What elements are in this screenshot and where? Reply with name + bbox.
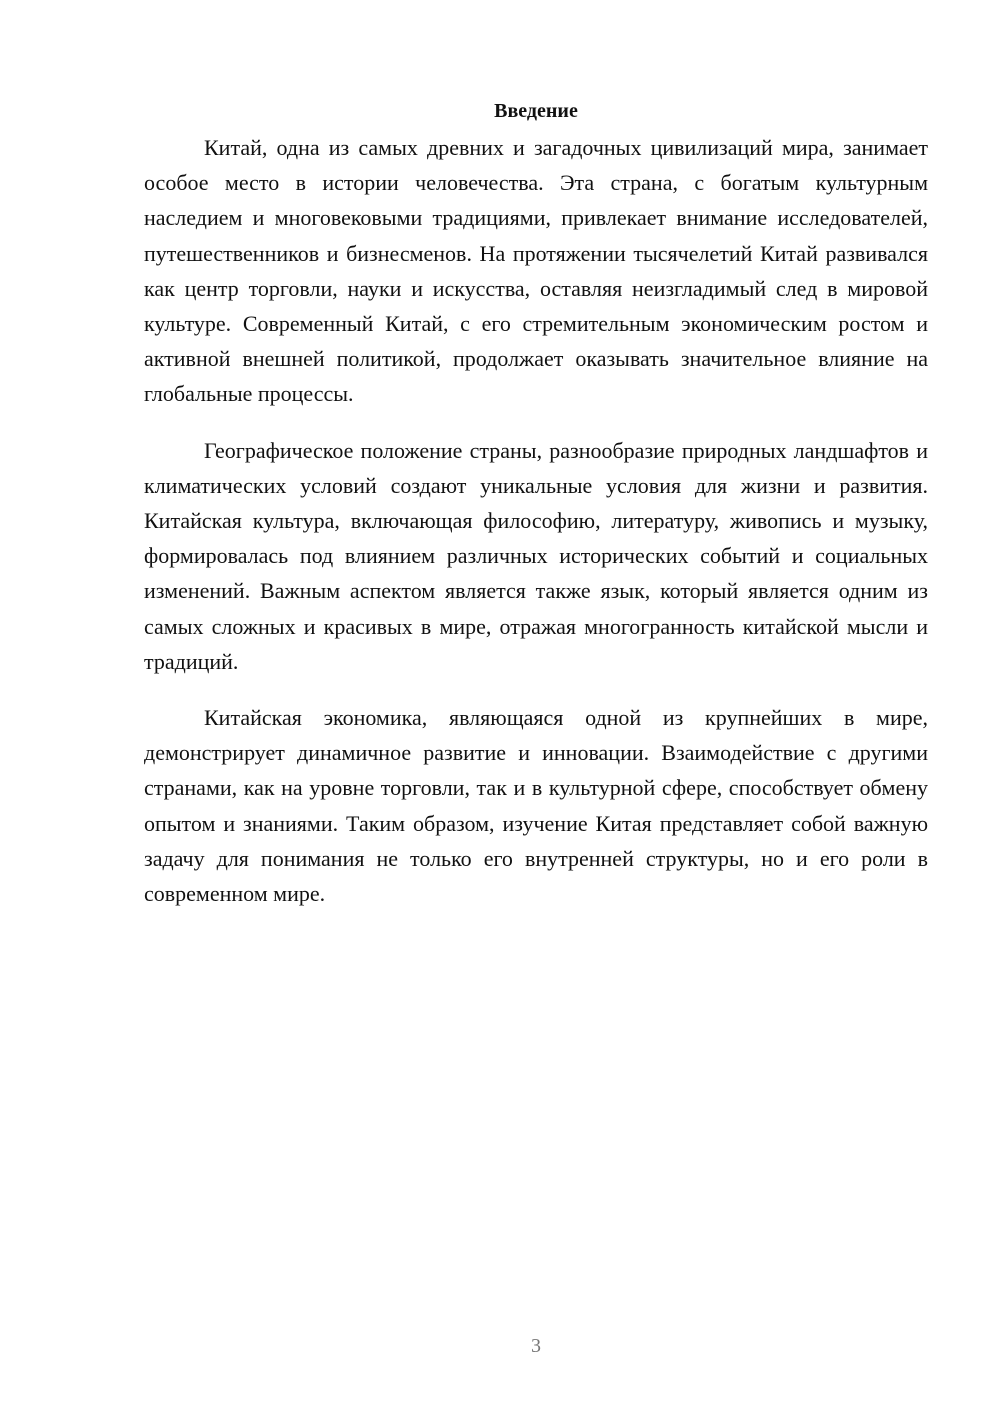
- page-number: 3: [531, 1335, 541, 1357]
- paragraph-1: Китай, одна из самых древних и загадочных цивилизаций мира, занимает особое место в истории человечества. Эта страна, с богатым культурным наследием и многовековыми традициями, привлекает внимание исследователей, путешественников и бизнесменов. На протяжении тысячелетий Китай развивался как центр торговли, науки и искусства, оставляя неизгладимый след в мировой культуре. Современный Китай, с его стремительным экономическим ростом и активной внешней политикой, продолжает оказывать значительное влияние на глобальные процессы.: [144, 135, 928, 407]
- section-title: Введение: [494, 100, 578, 122]
- page-content: [144, 96, 928, 932]
- paragraph-2: Географическое положение страны, разнообразие природных ландшафтов и климатических условий создают уникальные условия для жизни и развития. Китайская культура, включающая философию, литературу, живопись и музыку, формировалась под влиянием различных исторических событий и социальных изменений. Важным аспектом является также язык, который является одним из самых сложных и красивых в мире, отражая многогранность китайской мысли и традиций.: [144, 437, 928, 674]
- paragraph-3: Китайская экономика, являющаяся одной из крупнейших в мире, демонстрирует динамичное развитие и инновации. Взаимодействие с другими странами, как на уровне торговли, так и в культурной сфере, способствует обмену опытом и знаниями. Таким образом, изучение Китая представляет собой важную задачу для понимания не только его внутренней структуры, но и его роли в современном мире.: [144, 705, 928, 907]
